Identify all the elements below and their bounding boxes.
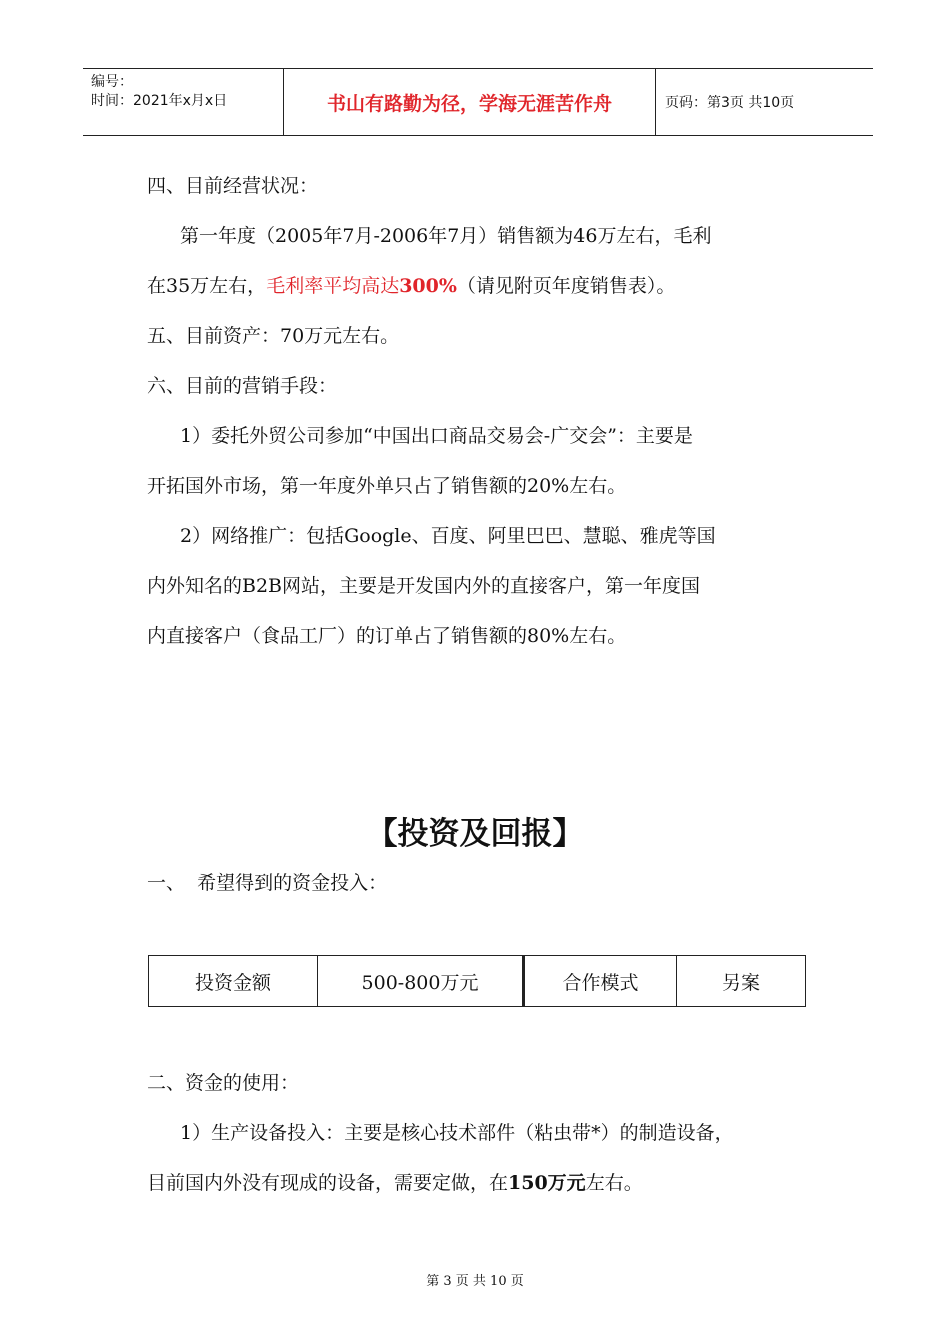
s4-line2-highlight: 毛利率平均高达 <box>266 275 400 297</box>
table-cell-mode-value: 另案 <box>721 971 760 994</box>
s5-heading: 五、目前资产：70万元左右。 <box>147 325 400 347</box>
table-cell-amount-label: 投资金额 <box>149 956 318 1006</box>
s4-line2 <box>147 261 827 311</box>
s6-item2-line3: 内直接客户（食品工厂）的订单占了销售额的80%左右。 <box>147 625 627 647</box>
header-meta-cell <box>83 69 284 135</box>
s6-item1-line1: 1）委托外贸公司参加“中国出口商品交易会-广交会”：主要是 <box>180 425 693 447</box>
number-label: 编号： <box>91 74 133 90</box>
time-label: 时间：2021年x月x日 <box>91 93 228 109</box>
s6-item2-line2: 内外知名的B2B网站，主要是开发国内外的直接客户，第一年度国 <box>147 575 701 597</box>
s4-line2-percent: 300% <box>399 275 457 297</box>
header-motto: 书山有路勤为径，学海无涯苦作舟 <box>284 69 656 135</box>
use-heading: 二、资金的使用： <box>147 1072 300 1094</box>
s6-heading: 六、目前的营销手段： <box>147 375 338 397</box>
use-item1-line2-a: 目前国内外没有现成的设备，需要定做，在 <box>147 1172 509 1194</box>
header-table <box>83 68 873 136</box>
header-page-info: 页码：第3页 共10页 <box>665 95 795 111</box>
table-cell-mode-label: 合作模式 <box>525 956 677 1006</box>
page-footer: 第 3 页 共 10 页 <box>426 1274 524 1289</box>
s6-item1-line2: 开拓国外市场，第一年度外单只占了销售额的20%左右。 <box>147 475 627 497</box>
inv-heading: 一、 希望得到的资金投入： <box>147 872 388 894</box>
use-item1-line2 <box>147 1158 827 1208</box>
s4-line1: 第一年度（2005年7月-2006年7月）销售额为46万左右，毛利 <box>180 225 712 247</box>
section-title: 【投资及回报】 <box>366 816 584 852</box>
table-cell-amount-value: 500-800万元 <box>318 956 525 1006</box>
investment-table <box>148 955 806 1007</box>
use-item1-line1: 1）生产设备投入：主要是核心技术部件（粘虫带*）的制造设备， <box>180 1122 734 1144</box>
s4-heading: 四、目前经营状况： <box>147 175 319 197</box>
use-item1-line2-b: 左右。 <box>585 1172 643 1194</box>
use-item1-amount: 150万元 <box>508 1172 586 1194</box>
s4-line2-b: （请见附页年度销售表）。 <box>456 275 676 297</box>
s4-line2-a: 在35万左右， <box>147 275 267 297</box>
s6-item2-line1: 2）网络推广：包括Google、百度、阿里巴巴、慧聪、雅虎等国 <box>180 525 716 547</box>
